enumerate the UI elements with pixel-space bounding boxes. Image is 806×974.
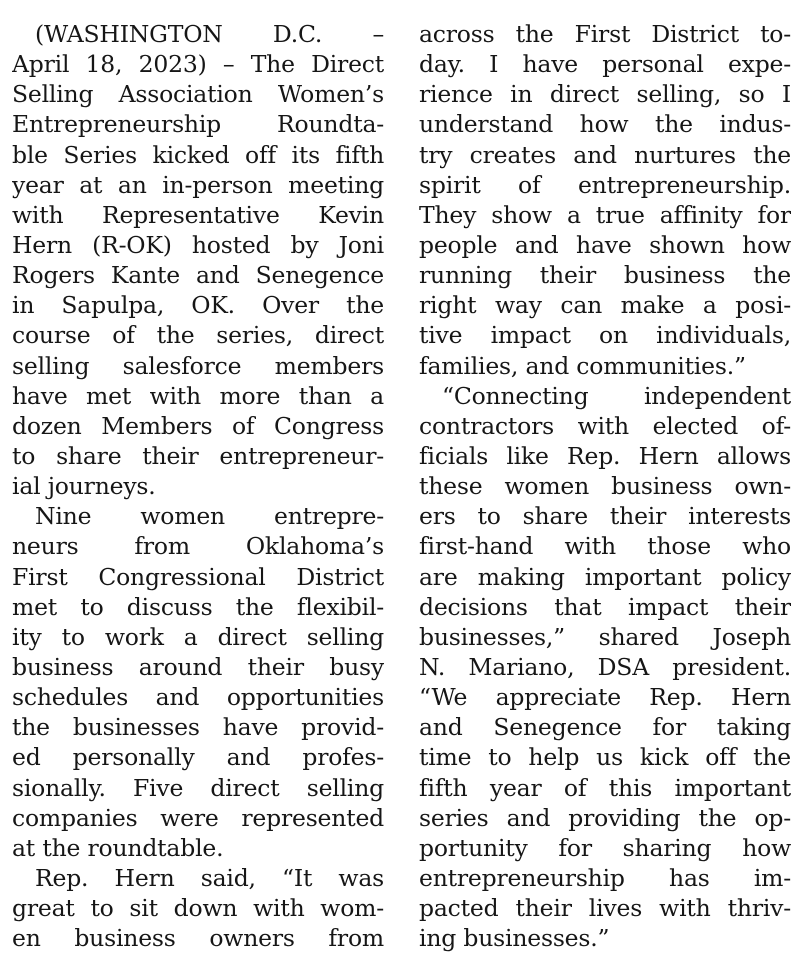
article-line: understand how the indus- [419,110,791,139]
article-line: “We appreciate Rep. Hern [419,683,791,712]
article-line: neurs from Oklahoma’s [12,532,384,561]
article-line: entrepreneurship has im- [419,863,791,892]
article-line: en business owners from [12,924,384,953]
article-line: rience in direct selling, so I [419,80,791,109]
article-line: and Senegence for taking [419,713,791,742]
article-line: First Congressional District [12,562,384,591]
article-line: first-hand with those who [419,532,791,561]
article-line: the businesses have provid- [12,713,384,742]
article-line: across the First District to- [419,20,791,48]
article-column-right [419,19,791,953]
article-line: ial journeys. [12,472,156,501]
article-line: sionally. Five direct selling [12,773,384,802]
article-line: right way can make a posi- [419,291,791,320]
article-line: Selling Association Women’s [12,80,384,109]
article-line: businesses,” shared Joseph [419,622,791,651]
article-line: have met with more than a [12,381,384,410]
article-line: tive impact on individuals, [419,321,791,350]
article-line: N. Mariano, DSA president. [419,652,791,681]
article-line: try creates and nurtures the [419,140,791,169]
article-line: day. I have personal expe- [419,50,791,79]
article-line: ing businesses.” [419,924,610,953]
article-line: dozen Members of Congress [12,411,384,440]
article-line: to share their entrepreneur- [12,441,384,470]
article-line: with Representative Kevin [12,200,384,229]
article-line: Nine women entrepre- [35,502,384,531]
article-line: They show a true affinity for [419,200,791,229]
article-line: Entrepreneurship Roundta- [12,110,384,139]
article-line: pacted their lives with thriv- [419,894,791,923]
article-line: spirit of entrepreneurship. [419,170,791,199]
article-line: met to discuss the flexibil- [12,592,384,621]
article-line: “Connecting independent [442,381,791,410]
article-line: selling salesforce members [12,351,384,380]
article-line: great to sit down with wom- [12,894,384,923]
article-line: ed personally and profes- [12,743,384,772]
article-line: ers to share their interests [419,502,791,531]
article-line: series and providing the op- [419,803,791,832]
article-column-left [12,19,384,953]
article-line: contractors with elected of- [419,411,791,440]
article-line: decisions that impact their [419,592,791,621]
article-line: April 18, 2023) – The Direct [12,50,384,79]
article-line: schedules and opportunities [12,683,384,712]
article-line: running their business the [419,261,791,290]
article-line: year at an in-person meeting [12,170,384,199]
article-line: Hern (R-OK) hosted by Joni [12,230,384,259]
article-line: Rep. Hern said, “It was [35,863,384,892]
article-line: (WASHINGTON D.C. – [35,20,384,48]
article-line: portunity for sharing how [419,833,791,862]
article-line: ity to work a direct selling [12,622,384,651]
article-line: business around their busy [12,652,384,681]
article-line: course of the series, direct [12,321,384,350]
article-line: Rogers Kante and Senegence [12,261,384,290]
article-line: ble Series kicked off its fifth [12,140,384,169]
article-line: time to help us kick off the [419,743,791,772]
article-line: in Sapulpa, OK. Over the [12,291,384,320]
article-line: companies were represented [12,803,384,832]
article-line: are making important policy [419,562,791,591]
article-line: these women business own- [419,472,791,501]
article-line: fifth year of this important [419,773,791,802]
article-line: ficials like Rep. Hern allows [419,441,791,470]
article-line: families, and communities.” [419,351,746,380]
article-line: at the roundtable. [12,833,224,862]
article-line: people and have shown how [419,230,791,259]
